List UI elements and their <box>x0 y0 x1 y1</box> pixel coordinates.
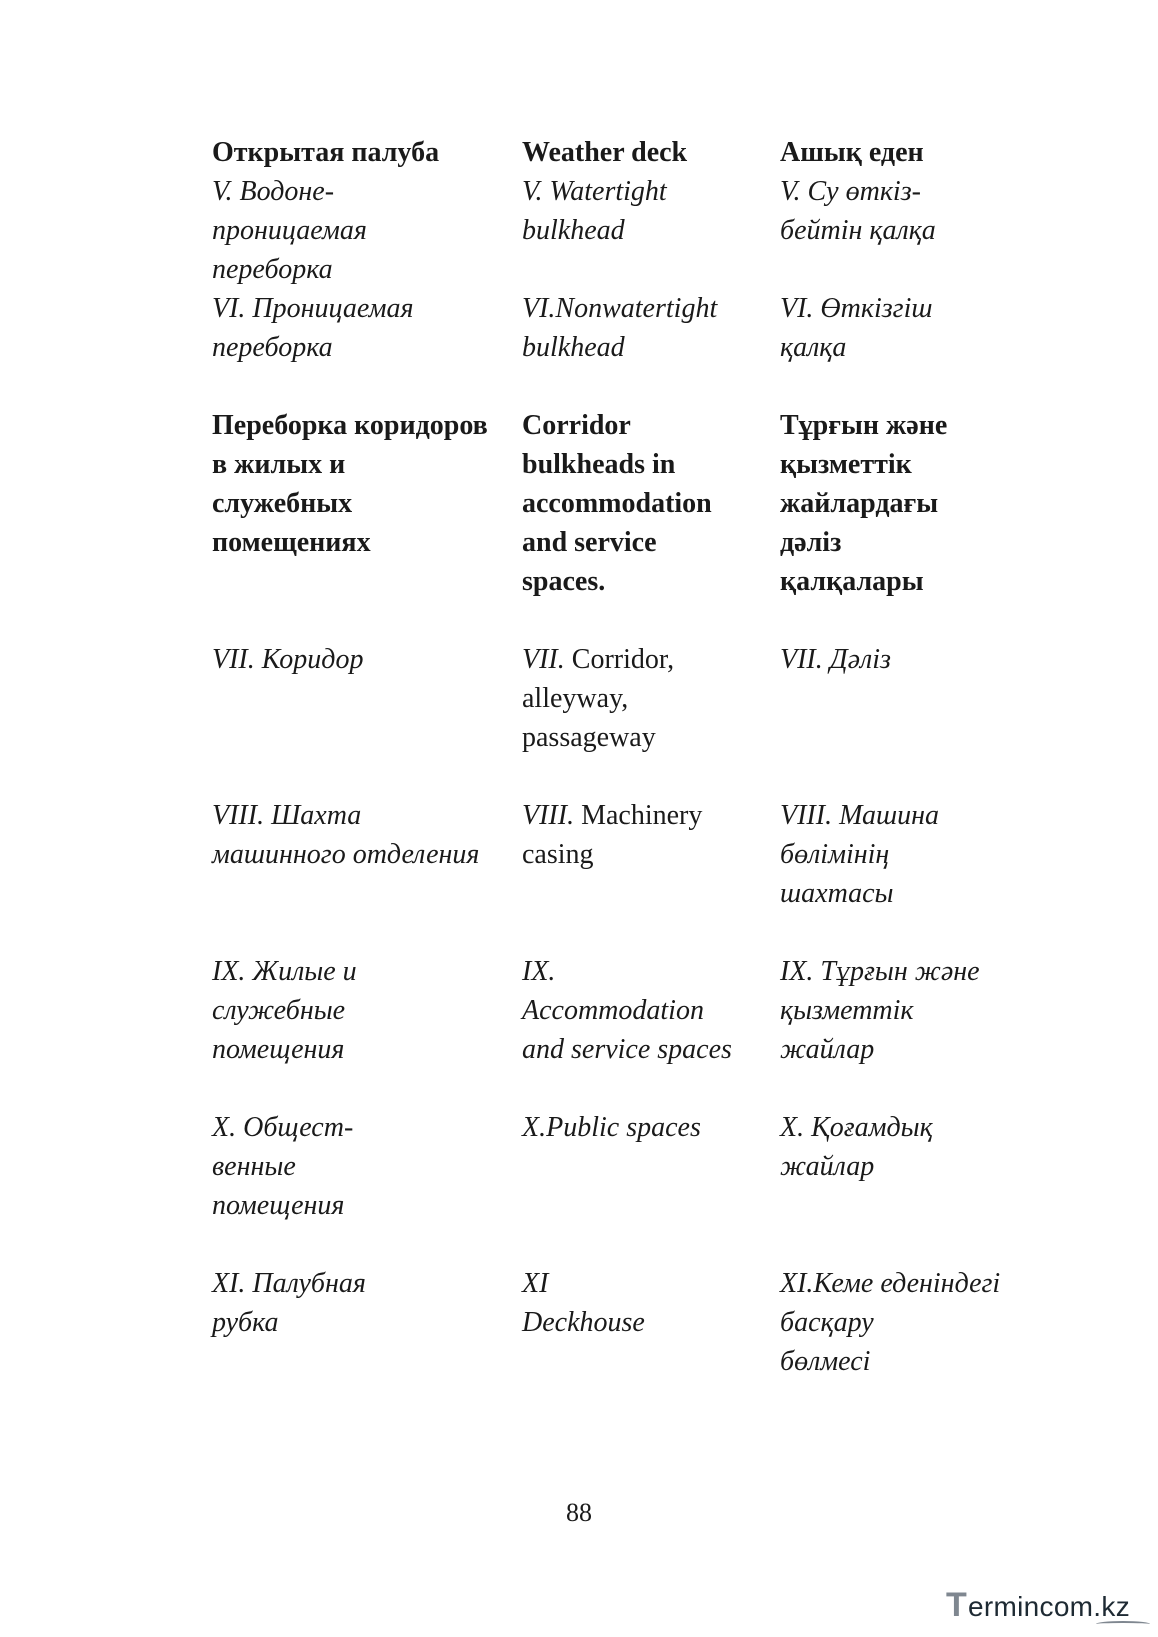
term-russian: VIII. Шахта машинного отделения <box>212 800 480 870</box>
term-russian: VI. Проницаемая переборка <box>212 293 414 363</box>
term-kazakh: VII. Дәліз <box>780 644 891 675</box>
term-english: XI Deckhouse <box>522 1268 645 1338</box>
term-text: Machinery casing <box>522 800 703 870</box>
term-russian: V. Водоне- проницаемая переборка <box>212 176 367 285</box>
term-russian: X. Общест- венные помещения <box>212 1112 354 1221</box>
term-russian: IX. Жилые и служебные помещения <box>212 956 357 1065</box>
term-kazakh: IX. Тұрғын және қызметтік жайлар <box>780 956 980 1065</box>
page-number: 88 <box>566 1498 592 1527</box>
term-number: VIII. <box>522 800 575 831</box>
term-english: Weather deck <box>522 137 688 168</box>
term-english <box>522 640 772 757</box>
term-kazakh: VI. Өткізгіш қалқа <box>780 293 933 363</box>
termincom-logo <box>946 1585 1152 1625</box>
term-english: VI.Nonwatertight bulkhead <box>522 293 718 363</box>
logo-letter: T <box>946 1586 967 1624</box>
term-number: VII. <box>522 644 565 675</box>
term-english: V. Watertight bulkhead <box>522 176 667 246</box>
term-english <box>522 796 772 874</box>
term-english: X.Public spaces <box>522 1112 701 1143</box>
term-kazakh: XI.Кеме еденіндегі басқару бөлмесі <box>780 1268 1001 1377</box>
term-kazakh: V. Су өткіз- бейтін қалқа <box>780 176 936 246</box>
term-russian: VII. Коридор <box>212 644 364 675</box>
term-russian: XI. Палубная рубка <box>212 1268 366 1338</box>
logo-text: ermincom.kz <box>968 1591 1130 1622</box>
term-kazakh: Ашық еден <box>780 137 924 168</box>
logo-swoosh-icon <box>1096 1621 1150 1627</box>
term-kazakh: VIII. Машина бөлімінің шахтасы <box>780 800 940 909</box>
term-english: IX. Accommodation and service spaces <box>522 956 732 1065</box>
term-text: Corridor, alleyway, passageway <box>522 644 675 753</box>
term-english: Corridor bulkheads in accommodation and service spaces. <box>522 410 712 597</box>
term-russian: Переборка коридоров в жилых и служебных помещениях <box>212 410 488 558</box>
term-russian: Открытая палуба <box>212 137 440 168</box>
term-kazakh: X. Қоғамдық жайлар <box>780 1112 933 1182</box>
term-kazakh: Тұрғын және қызметтік жайлардағы дәліз қалқалары <box>780 410 948 597</box>
